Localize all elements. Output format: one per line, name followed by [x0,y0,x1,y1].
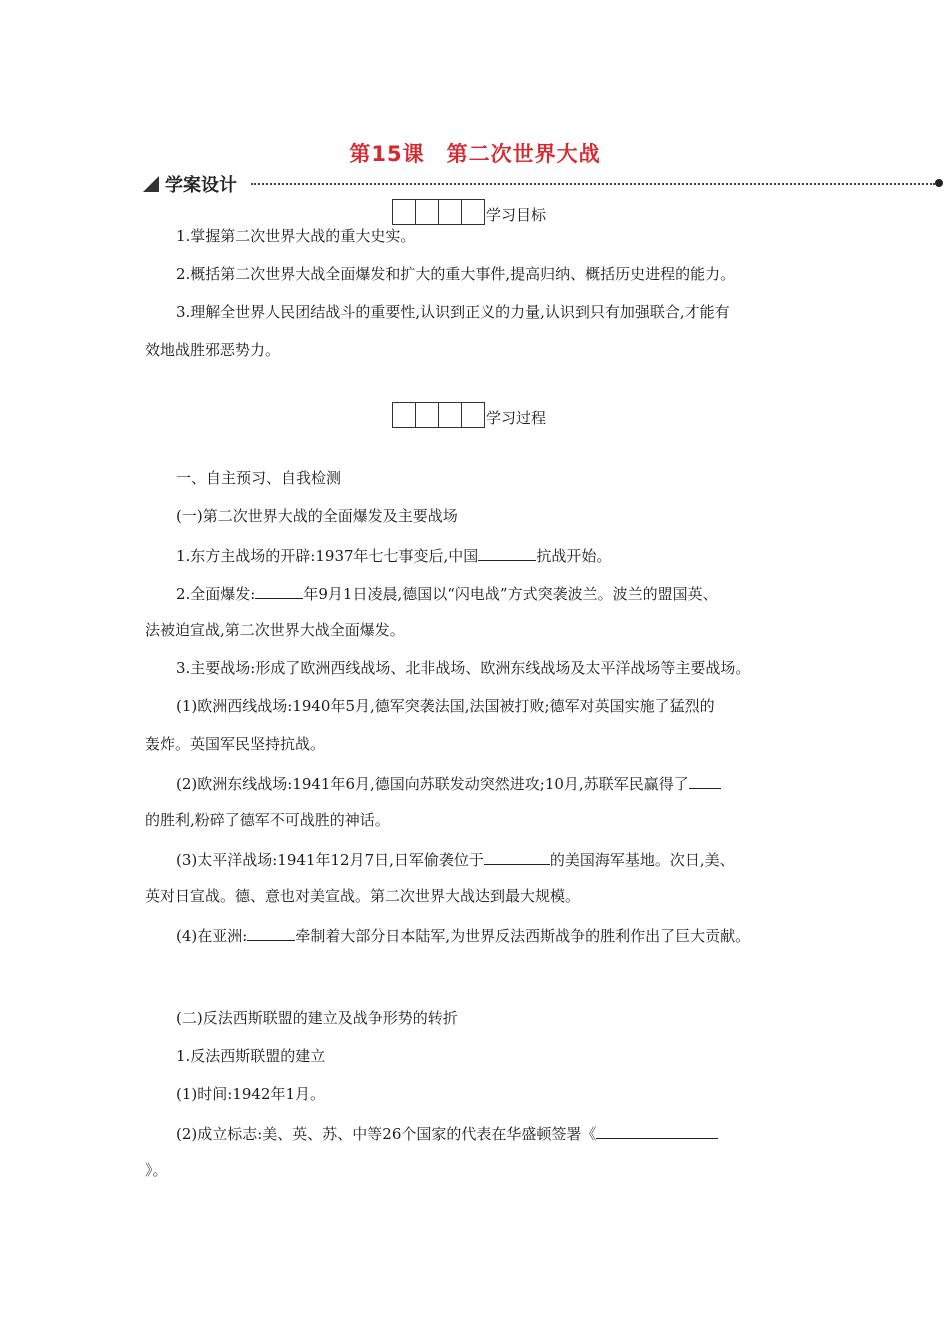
answer-blank[interactable] [484,848,550,865]
heading-learning-goals [392,199,546,225]
box-icon [392,199,416,225]
question-text: 年9月1日凌晨,德国以“闪电战”方式突袭波兰。波兰的盟国英、 [303,585,718,603]
part-heading: 一、自主预习、自我检测 [176,469,342,487]
question-text: 的美国海军基地。次日,美、 [549,851,735,869]
triangle-icon [143,176,159,192]
goal-item: 1.掌握第二次世界大战的重大史实。 [176,227,416,245]
box-icon [461,402,485,428]
dotted-divider [251,183,935,185]
box-icon [461,199,485,225]
goal-item: 2.概括第二次世界大战全面爆发和扩大的重大事件,提高归纳、概括历史进程的能力。 [176,265,736,283]
question-2-cont: 法被迫宣战,第二次世界大战全面爆发。 [145,621,405,639]
heading-label: 学习目标 [486,206,547,224]
question-text: 牵制着大部分日本陆军,为世界反法西斯战争的胜利作出了巨大贡献。 [295,927,751,945]
box-icon [392,402,416,428]
dot-icon [935,179,943,187]
answer-blank[interactable] [596,1122,718,1139]
question-text: (2)欧洲东线战场:1941年6月,德国向苏联发动突然进攻;10月,苏联军民赢得了 [176,775,689,793]
question-3-3 [176,848,735,870]
box-icon [438,402,462,428]
answer-blank[interactable] [255,582,303,599]
question-text: (4)在亚洲: [176,927,248,945]
goal-item: 效地战胜邪恶势力。 [145,341,281,359]
heading-label: 学习过程 [486,409,547,427]
box-icon [415,199,439,225]
question-2 [176,582,718,604]
answer-blank[interactable] [689,772,721,789]
question-r1-2 [176,1122,718,1144]
question-text: 1.东方主战场的开辟:1937年七七事变后,中国 [176,547,479,565]
question-text: (2)成立标志:美、英、苏、中等26个国家的代表在华盛顿签署《 [176,1125,597,1143]
question-3-4 [176,924,750,946]
box-icon [415,402,439,428]
answer-blank[interactable] [247,924,295,941]
section-label: 学案设计 [165,175,237,196]
question-3-2-cont: 的胜利,粉碎了德军不可战胜的神话。 [145,811,390,829]
question-3: 3.主要战场:形成了欧洲西线战场、北非战场、欧洲东线战场及太平洋战场等主要战场。 [176,659,751,677]
question-r1: 1.反法西斯联盟的建立 [176,1047,326,1065]
box-icon [438,199,462,225]
question-1 [176,544,611,566]
subsection-heading: (一)第二次世界大战的全面爆发及主要战场 [176,507,458,525]
section-header-bar [143,171,943,197]
question-3-3-cont: 英对日宣战。德、意也对美宣战。第二次世界大战达到最大规模。 [145,887,581,905]
question-text: 2.全面爆发: [176,585,256,603]
question-3-1-cont: 轰炸。英国军民坚持抗战。 [145,735,326,753]
subsection-heading: (二)反法西斯联盟的建立及战争形势的转折 [176,1009,458,1027]
goal-item: 3.理解全世界人民团结战斗的重要性,认识到正义的力量,认识到只有加强联合,才能有 [176,303,730,321]
question-3-2 [176,772,721,794]
question-text: 抗战开始。 [536,547,612,565]
question-text: (3)太平洋战场:1941年12月7日,日军偷袭位于 [176,851,484,869]
answer-blank[interactable] [478,544,536,561]
question-r1-2-cont: 》。 [145,1161,168,1179]
heading-learning-process [392,402,546,428]
question-3-1: (1)欧洲西线战场:1940年5月,德军突袭法国,法国被打败;德军对英国实施了猛烈的 [176,697,715,715]
question-r1-1: (1)时间:1942年1月。 [176,1085,326,1103]
page-title: 第15课 第二次世界大战 [349,142,601,166]
